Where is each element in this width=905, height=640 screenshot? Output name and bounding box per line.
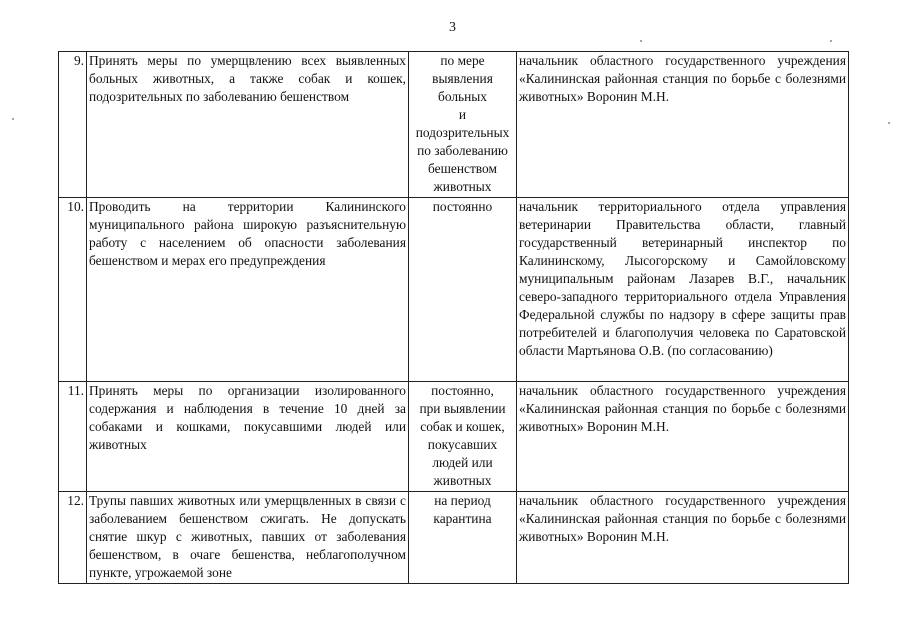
action-cell: Проводить на территории Калининского муниципального района широкую разъяснительную работу с населением об опасности заболевания бешенством и мерах его предупреждения bbox=[87, 198, 409, 382]
responsible-cell: начальник территориального отдела управления ветеринарии Правительства области, главный государственный ветеринарный инспектор по Калининскому, Лысогорскому и Самойловскому муниципальным районам Лазарев В.Г., начальник северо-западного территориального отдела Управления Федеральной службы по надзору в сфере защиты прав потребителей и благополучия человека по Саратовской области Мартьянова О.В. (по согласованию) bbox=[517, 198, 849, 382]
table-row bbox=[59, 52, 849, 198]
page-number: 3 bbox=[449, 20, 456, 35]
term-line: людей или bbox=[432, 455, 493, 470]
term-line: на период bbox=[434, 493, 491, 508]
term-line: по заболеванию bbox=[417, 143, 508, 158]
responsible-cell: начальник областного государственного учреждения «Калининская районная станция по борьбе с болезнями животных» Воронин М.Н. bbox=[517, 492, 849, 584]
table-row bbox=[59, 492, 849, 584]
term-cell bbox=[409, 382, 517, 492]
row-number: 11. bbox=[59, 382, 87, 492]
term-line: животных bbox=[433, 473, 492, 488]
row-number: 9. bbox=[59, 52, 87, 198]
term-line: постоянно, bbox=[431, 383, 494, 398]
action-cell: Принять меры по умерщвлению всех выявленных больных животных, а также собак и кошек, подозрительных по заболеванию бешенством bbox=[87, 52, 409, 198]
responsible-cell: начальник областного государственного учреждения «Калининская районная станция по борьбе с болезнями животных» Воронин М.Н. bbox=[517, 52, 849, 198]
term-line: по мере bbox=[440, 53, 485, 68]
term-line: постоянно bbox=[432, 199, 493, 214]
scan-speck bbox=[640, 40, 642, 42]
term-line: собак и кошек, bbox=[420, 419, 505, 434]
row-number: 10. bbox=[59, 198, 87, 382]
action-cell: Трупы павших животных или умерщвленных в связи с заболеванием бешенством сжигать. Не допускать снятие шкур с животных, павших от заболевания бешенством, в очаге бешенства, неблагополучном пункте, угрожаемой зоне bbox=[87, 492, 409, 584]
scan-speck bbox=[830, 40, 832, 42]
term-line: и подозрительных bbox=[415, 107, 510, 140]
table-row bbox=[59, 382, 849, 492]
term-line: при выявлении bbox=[419, 401, 506, 416]
scan-speck bbox=[12, 118, 14, 120]
term-cell bbox=[409, 52, 517, 198]
term-cell bbox=[409, 492, 517, 584]
term-cell bbox=[409, 198, 517, 382]
table-row bbox=[59, 198, 849, 382]
term-line: животных bbox=[433, 179, 492, 194]
term-line: выявления bbox=[432, 71, 493, 86]
scan-speck bbox=[888, 122, 890, 124]
term-line: бешенством bbox=[428, 161, 497, 176]
term-line: покусавших bbox=[427, 437, 498, 452]
responsible-cell: начальник областного государственного учреждения «Калининская районная станция по борьбе с болезнями животных» Воронин М.Н. bbox=[517, 382, 849, 492]
row-number: 12. bbox=[59, 492, 87, 584]
action-cell: Принять меры по организации изолированного содержания и наблюдения в течение 10 дней за собаками и кошками, покусавшими людей или животных bbox=[87, 382, 409, 492]
measures-table bbox=[58, 51, 849, 584]
term-line: карантина bbox=[433, 511, 492, 526]
term-line: больных bbox=[438, 89, 487, 104]
